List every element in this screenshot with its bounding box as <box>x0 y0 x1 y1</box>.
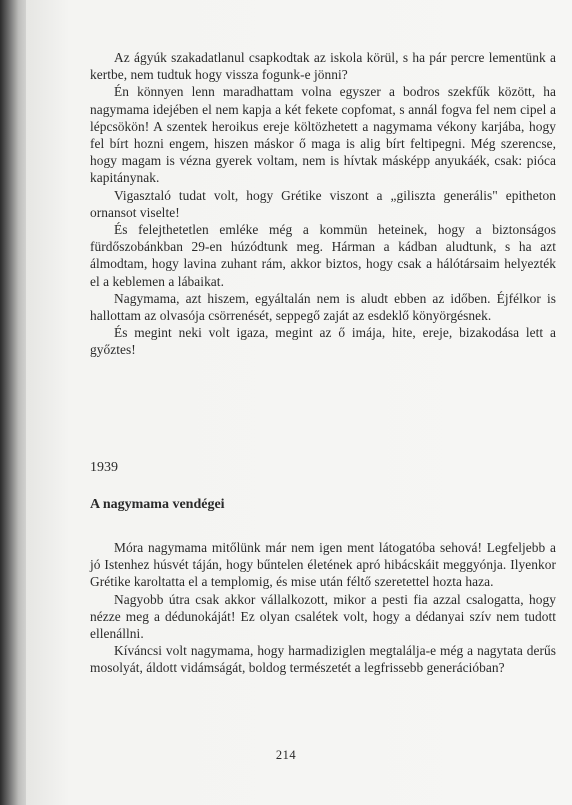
paragraph: Nagyobb útra csak akkor vállalkozott, mikor a pesti fia azzal csalogatta, hogy nézze meg a dédunokáját! Ez olyan csalétek volt, hogy a dédanyai szív nem tudott ellenállni. <box>90 591 556 642</box>
bottom-text-block <box>90 539 556 677</box>
page-number: 214 <box>275 748 297 762</box>
paragraph: Nagymama, azt hiszem, egyáltalán nem is aludt ebben az időben. Éjfélkor is hallottam az olvasója csörrenését, seppegő zaját az esdeklő könyörgésnek. <box>90 290 556 324</box>
paragraph: Kíváncsi volt nagymama, hogy harmadiziglen megtalálja-e még a nagytata derűs mosolyát, áldott vidámságát, boldog természetét a legfrissebb generációban? <box>90 643 556 676</box>
paragraph: Vigasztaló tudat volt, hogy Grétike viszont a „giliszta generális" epitheton ornansot viselte! <box>90 187 556 220</box>
top-text-block <box>90 49 556 359</box>
year-heading: 1939 <box>90 460 118 475</box>
paragraph: Én könnyen lenn maradhattam volna egyszer a bodros szekfűk között, ha nagymama idejében el nem kapja a két fekete copfomat, s annál fogva fel nem cipel a lépcsökön! A szentek heroikus ereje költözhetett a nagymama vékony karjába, hogy fel bírt hozni engem, hiszen máskor ő maga is alig bírt feltipegni. Még szerencse, hogy magam is vézna gyerek voltam, nem is hívtak másképp anyukáék, csak: pióca kapitánynak. <box>90 84 556 186</box>
paragraph: Az ágyúk szakadatlanul csapkodtak az iskola körül, s ha pár percre lementünk a kertbe, nem tudtuk hogy vissza fogunk-e jönni? <box>90 50 556 83</box>
paragraph: Móra nagymama mitőlünk már nem igen ment látogatóba sehová! Legfeljebb a jó Istenhez húsvét táján, hogy bűntelen életének apró hibácskáit meggyónja. Ilyenkor Grétike karoltatta el a templomig, és mise után féltő szeretettel hozta haza. <box>90 540 556 590</box>
paragraph: És megint neki volt igaza, megint az ő imája, hite, ereje, bizakodása lett a győztes! <box>90 325 556 358</box>
paragraph: És felejthetetlen emléke még a kommün heteinek, hogy a biztonságos fürdőszobánkban 29-en húzódtunk meg. Hárman a kádban aludtunk, s ha azt álmodtam, hogy lavina zuhant rám, akkor biztos, hogy csak a hálótársaim helyezték el a keblemen a lábaikat. <box>90 222 556 289</box>
chapter-title: A nagymama vendégei <box>90 497 225 512</box>
